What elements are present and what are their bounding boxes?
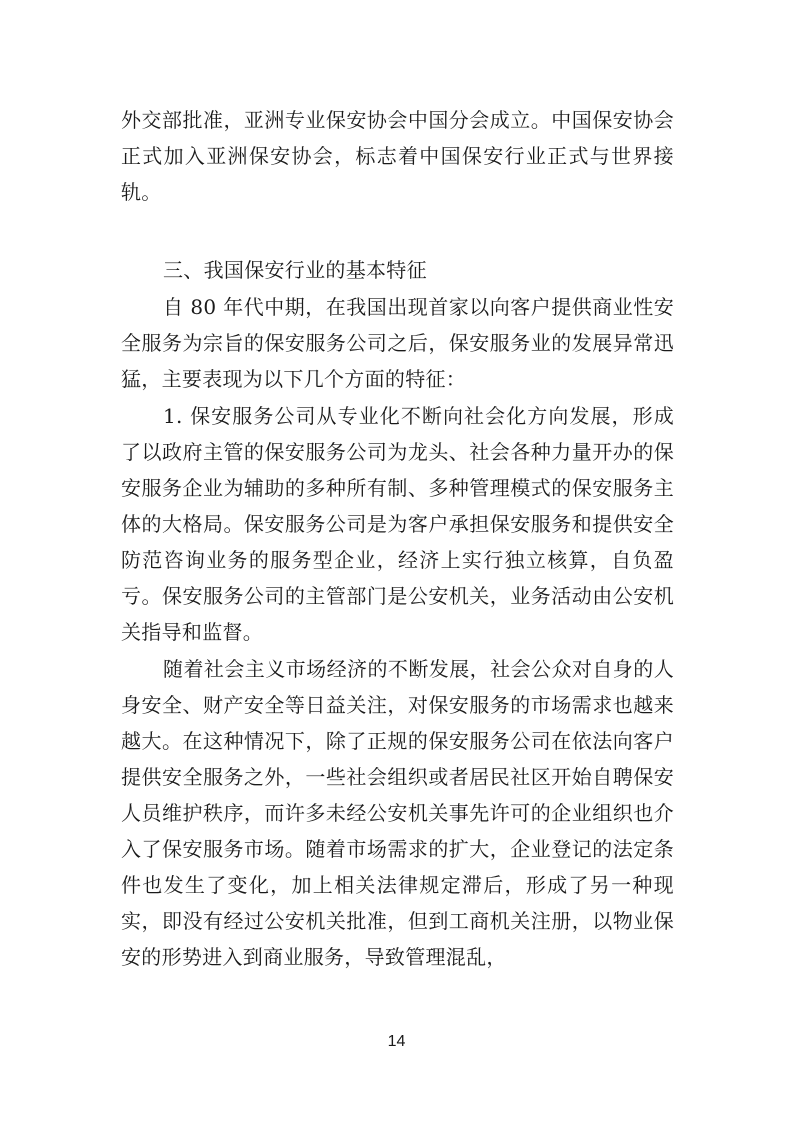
section-heading: 三、我国保安行业的基本特征 [163, 258, 427, 282]
document-body [121, 102, 674, 975]
paragraph-point-one: 1. 保安服务公司从专业化不断向社会化方向发展，形成了以政府主管的保安服务公司为龙头、社会各种力量开办的保安服务企业为辅助的多种所有制、多种管理模式的保安服务主体的大格局。保安服务公司是为客户承担保安服务和提供安全防范咨询业务的服务型企业，经济上实行独立核算，自负盈亏。保安服务公司的主管部门是公安机关，业务活动由公安机关指导和监督。 [121, 404, 674, 644]
paragraph-market-growth: 随着社会主义市场经济的不断发展，社会公众对自身的人身安全、财产安全等日益关注，对保安服务的市场需求也越来越大。在这种情况下，除了正规的保安服务公司在依法向客户提供安全服务之外，一些社会组织或者居民社区开始自聘保安人员维护秩序，而许多未经公安机关事先许可的企业组织也介入了保安服务市场。随着市场需求的扩大，企业登记的法定条件也发生了变化，加上相关法律规定滞后，形成了另一种现实，即没有经过公安机关批准，但到工商机关注册，以物业保安的形势进入到商业服务，导致管理混乱， [121, 657, 674, 969]
paragraph-intro: 自 80 年代中期，在我国出现首家以向客户提供商业性安全服务为宗旨的保安服务公司之后，保安服务业的发展异常迅猛，主要表现为以下几个方面的特征： [121, 295, 674, 391]
paragraph-continuation: 外交部批准，亚洲专业保安协会中国分会成立。中国保安协会正式加入亚洲保安协会，标志着中国保安行业正式与世界接轨。 [121, 108, 674, 204]
page-number: 14 [387, 1033, 406, 1050]
